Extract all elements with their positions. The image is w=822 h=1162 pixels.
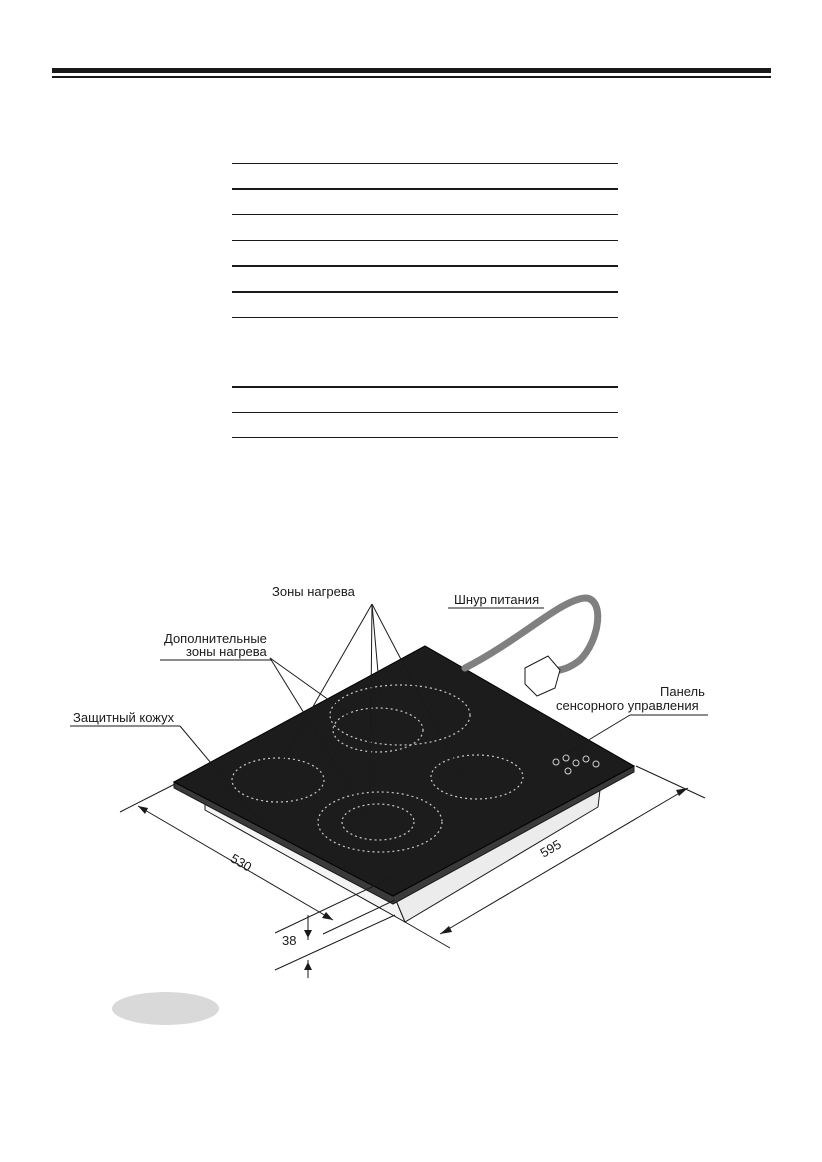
label-extra-zones-line2: зоны нагрева (186, 644, 267, 659)
spec-table-row-rule (232, 188, 618, 190)
label-extra-zones-line1: Дополнительные (164, 631, 267, 646)
label-casing: Защитный кожух (73, 710, 175, 725)
spec-table-row-rule (232, 291, 618, 293)
spec-table-row-rule (232, 317, 618, 318)
spec-table-row-rule (232, 214, 618, 215)
dimension-depth: 530 (227, 850, 255, 875)
spec-table-row-rule (232, 412, 618, 413)
header-rule-thick (52, 68, 771, 73)
dimension-width: 595 (537, 836, 564, 861)
header-rule-thin (52, 76, 771, 78)
spec-table-row-rule (232, 240, 618, 241)
label-panel-line2: сенсорного управления (556, 698, 699, 713)
spec-table-row-rule (232, 265, 618, 267)
spec-table (232, 160, 618, 440)
spec-table-row-rule (232, 386, 618, 388)
hob-diagram (0, 560, 822, 1000)
power-cord (465, 598, 598, 672)
section-badge (112, 992, 219, 1025)
label-heating-zones: Зоны нагрева (272, 584, 355, 599)
dimension-height: 38 (282, 933, 297, 948)
label-power-cord: Шнур питания (454, 592, 540, 607)
hob-drawing (0, 560, 822, 1000)
label-panel-line1: Панель (660, 684, 705, 699)
spec-table-row-rule (232, 437, 618, 438)
spec-table-row-rule (232, 163, 618, 164)
power-plug (525, 656, 560, 696)
